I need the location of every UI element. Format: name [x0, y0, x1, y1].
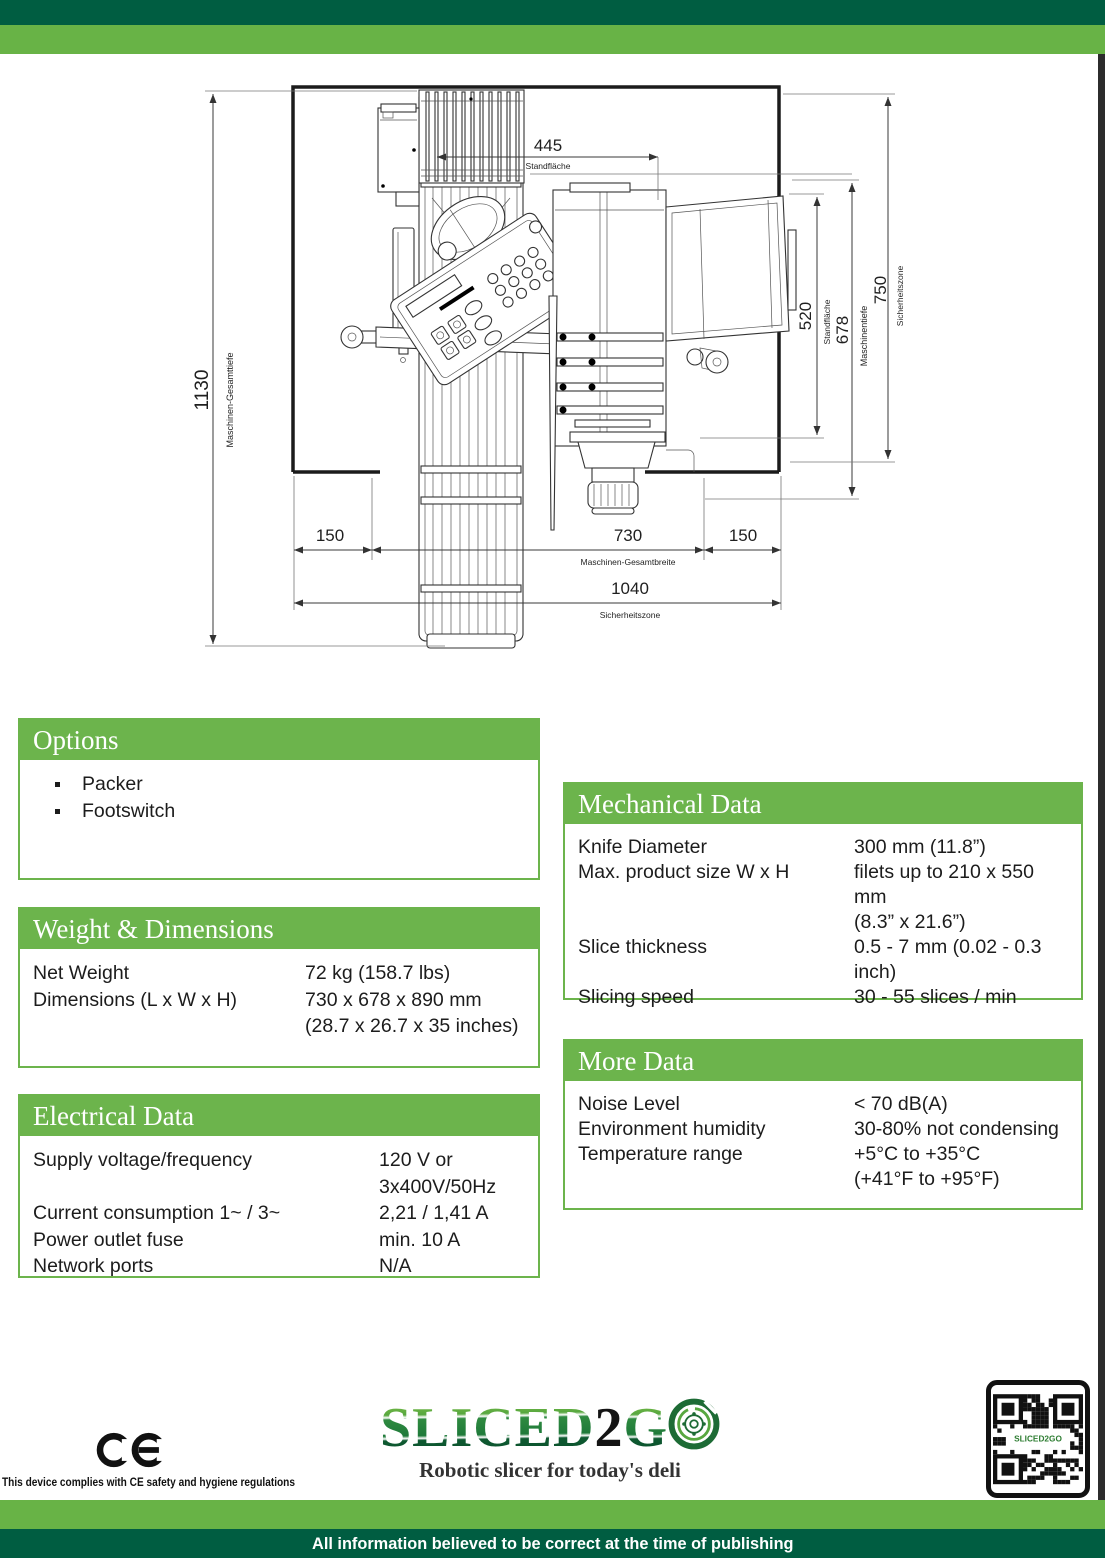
row-label: Slicing speed: [578, 986, 694, 1008]
svg-text:Maschinentiefe: Maschinentiefe: [859, 305, 869, 367]
row-value: 30-80% not condensing: [854, 1118, 1059, 1140]
table-row: [578, 1092, 1071, 1117]
svg-text:Standfläche: Standfläche: [525, 161, 571, 171]
table-row: [578, 985, 1071, 1010]
mechanical-data-title: Mechanical Data: [565, 784, 1081, 826]
table-row: [578, 1117, 1071, 1142]
table-row: [33, 987, 528, 1014]
row-label: [33, 1174, 379, 1201]
svg-text:1130: 1130: [192, 369, 213, 411]
logo-text-sliced: SLICED: [379, 1397, 595, 1459]
svg-text:Standfläche: Standfläche: [822, 299, 832, 345]
table-row: [578, 860, 1071, 910]
row-value: +5°C to +35°C: [854, 1143, 981, 1165]
table-row: [33, 1200, 528, 1227]
more-data-box: [563, 1039, 1083, 1210]
row-label: [578, 1167, 854, 1192]
qr-code: [986, 1380, 1090, 1498]
row-label: [578, 910, 854, 935]
table-row: [33, 1013, 528, 1040]
list-item: [33, 771, 528, 798]
row-value: min. 10 A: [379, 1228, 461, 1251]
dim-width-row: [294, 476, 781, 610]
logo-text-g: G: [623, 1397, 669, 1459]
weight-dimensions-title: Weight & Dimensions: [20, 909, 538, 951]
ce-mark-icon: [92, 1422, 172, 1478]
row-value: 2,21 / 1,41 A: [379, 1202, 489, 1224]
row-value: (+41°F to +95°F): [854, 1168, 1000, 1190]
brand-logo: [350, 1398, 750, 1483]
table-row: [33, 1147, 528, 1174]
svg-text:520: 520: [796, 301, 815, 331]
row-label: Dimensions (L x W x H): [33, 988, 238, 1011]
svg-text:Sicherheitszone: Sicherheitszone: [895, 265, 905, 327]
table-row: [33, 1227, 528, 1254]
table-row: [578, 910, 1071, 935]
option-label: Packer: [82, 773, 143, 795]
weight-dimensions-box: [18, 907, 540, 1068]
row-value: (8.3” x 21.6”): [854, 911, 966, 933]
dim-750: [783, 94, 905, 462]
table-row: [578, 1167, 1071, 1192]
footer-note: All information believed to be correct at the time of publishing: [311, 1533, 794, 1553]
logo-tagline: Robotic slicer for today's deli: [419, 1458, 681, 1482]
list-item: [33, 798, 528, 825]
bullet-icon: [55, 782, 60, 787]
row-value: < 70 dB(A): [854, 1093, 948, 1115]
row-value: 730 x 678 x 890 mm: [305, 988, 482, 1011]
row-value: 30 - 55 slices / min: [854, 986, 1017, 1008]
row-label: Knife Diameter: [578, 836, 707, 858]
svg-text:730: 730: [613, 526, 643, 545]
row-label: Power outlet fuse: [33, 1228, 184, 1251]
row-value: 0.5 - 7 mm (0.02 - 0.3 inch): [854, 936, 1042, 983]
row-value: 120 V or: [379, 1149, 453, 1171]
row-label: Network ports: [33, 1255, 154, 1277]
row-label: Slice thickness: [578, 936, 707, 958]
mechanical-data-box: [563, 782, 1083, 1008]
row-value: 72 kg (158.7 lbs): [305, 962, 451, 984]
row-value: N/A: [379, 1255, 412, 1277]
row-label: Temperature range: [578, 1143, 743, 1165]
footer-light-bar: [0, 1500, 1105, 1529]
svg-text:Maschinen-Gesamtbreite: Maschinen-Gesamtbreite: [580, 557, 676, 567]
row-label: Environment humidity: [578, 1118, 766, 1140]
row-label: Current consumption 1~ / 3~: [33, 1202, 281, 1224]
svg-text:445: 445: [533, 136, 563, 155]
svg-text:150: 150: [315, 526, 345, 545]
bullet-icon: [55, 809, 60, 814]
svg-text:Maschinen-Gesamttiefe: Maschinen-Gesamttiefe: [225, 352, 235, 448]
motor-box: [378, 104, 419, 206]
table-row: [578, 935, 1071, 985]
row-label: Supply voltage/frequency: [33, 1149, 252, 1171]
options-title: Options: [20, 720, 538, 762]
ce-caption: This device complies with CE safety and hygiene regulations: [2, 1477, 295, 1489]
row-label: Noise Level: [578, 1093, 680, 1115]
table-row: [33, 1253, 528, 1280]
svg-text:150: 150: [728, 526, 758, 545]
table-row: [578, 835, 1071, 860]
technical-drawing: [0, 60, 1105, 740]
svg-text:Sicherheitszone: Sicherheitszone: [599, 610, 661, 620]
row-label: [33, 1013, 305, 1040]
svg-text:1040: 1040: [611, 579, 649, 598]
logo-o-ring-icon: [668, 1398, 720, 1450]
dim-1040: [294, 579, 781, 620]
top-light-bar: [0, 25, 1105, 54]
row-value: (28.7 x 26.7 x 35 inches): [305, 1015, 519, 1037]
options-box: [18, 718, 540, 880]
row-label: Net Weight: [33, 962, 130, 984]
row-value: filets up to 210 x 550 mm: [854, 861, 1034, 908]
table-row: [33, 1174, 528, 1201]
qr-center-text: SLICED2GO: [1014, 1434, 1062, 1444]
svg-text:750: 750: [871, 275, 890, 305]
row-value: 3x400V/50Hz: [379, 1175, 497, 1198]
table-row: [33, 960, 528, 987]
svg-text:678: 678: [833, 315, 852, 345]
table-row: [578, 1142, 1071, 1167]
footer-dark-bar: [0, 1529, 1105, 1558]
electrical-data-title: Electrical Data: [20, 1096, 538, 1138]
row-value: 300 mm (11.8”): [854, 836, 986, 858]
machine-body: [549, 183, 796, 530]
electrical-data-box: [18, 1094, 540, 1278]
logo-text-2: 2: [594, 1397, 624, 1459]
top-dark-bar: [0, 0, 1105, 25]
option-label: Footswitch: [82, 800, 176, 822]
row-label: Max. product size W x H: [578, 861, 790, 883]
more-data-title: More Data: [565, 1041, 1081, 1083]
